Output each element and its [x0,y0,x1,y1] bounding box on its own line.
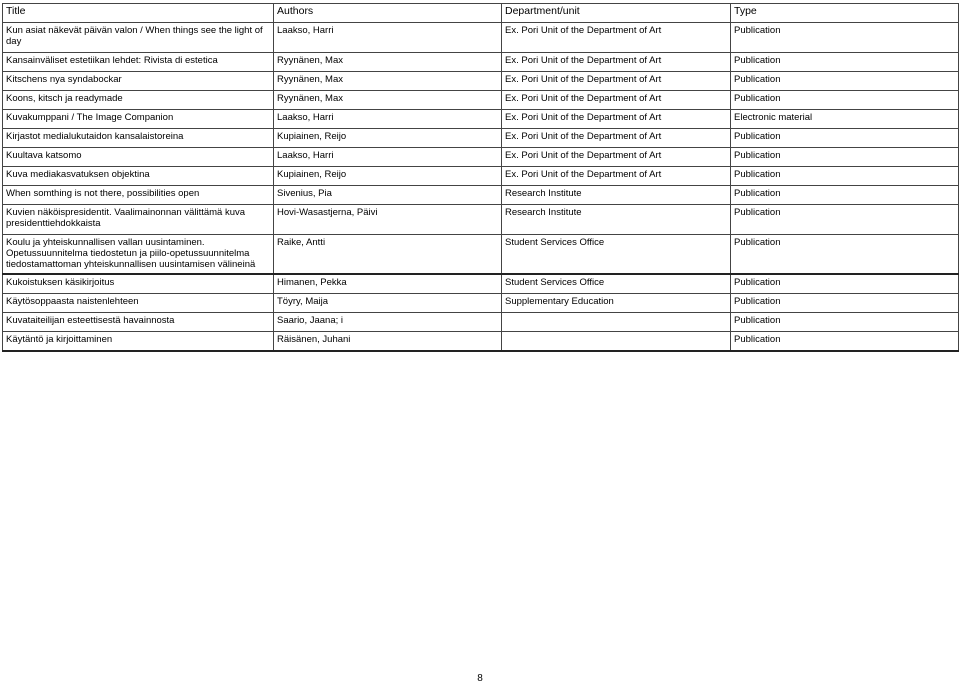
cell-department: Student Services Office [502,274,731,294]
cell-type: Publication [731,23,959,53]
cell-authors: Kupiainen, Reijo [274,129,502,148]
table-row [3,205,959,235]
cell-title: Kirjastot medialukutaidon kansalaistoreina [3,129,274,148]
table-header-row [3,4,959,23]
cell-department: Ex. Pori Unit of the Department of Art [502,91,731,110]
cell-title: Käytäntö ja kirjoittaminen [3,332,274,352]
cell-authors: Töyry, Maija [274,294,502,313]
cell-authors: Laakso, Harri [274,110,502,129]
cell-department: Research Institute [502,205,731,235]
table-row [3,186,959,205]
table-row [3,274,959,294]
cell-title: Koulu ja yhteiskunnallisen vallan uusintaminen. Opetussuunnitelma tiedostetun ja piilo-opetussuunnitelma tiedostamattoman yhteiskunnallisen uusintamisen välineinä [3,235,274,275]
cell-type: Publication [731,91,959,110]
table-row [3,129,959,148]
table-row [3,91,959,110]
cell-type: Publication [731,72,959,91]
table-row [3,53,959,72]
table-row [3,332,959,352]
cell-type: Publication [731,167,959,186]
cell-title: Kuvien näköispresidentit. Vaalimainonnan välittämä kuva presidenttiehdokkaista [3,205,274,235]
cell-title: Kukoistuksen käsikirjoitus [3,274,274,294]
cell-department [502,313,731,332]
table-row [3,313,959,332]
cell-title: When somthing is not there, possibilities open [3,186,274,205]
cell-authors: Ryynänen, Max [274,91,502,110]
cell-department: Ex. Pori Unit of the Department of Art [502,53,731,72]
cell-title: Koons, kitsch ja readymade [3,91,274,110]
cell-title: Kun asiat näkevät päivän valon / When things see the light of day [3,23,274,53]
table-row [3,23,959,53]
cell-department: Ex. Pori Unit of the Department of Art [502,129,731,148]
cell-authors: Laakso, Harri [274,23,502,53]
cell-title: Käytösoppaasta naistenlehteen [3,294,274,313]
cell-authors: Ryynänen, Max [274,53,502,72]
cell-type: Publication [731,205,959,235]
cell-title: Kuva mediakasvatuksen objektina [3,167,274,186]
cell-authors: Raike, Antti [274,235,502,275]
cell-type: Publication [731,53,959,72]
cell-title: Kitschens nya syndabockar [3,72,274,91]
page-number: 8 [477,673,483,684]
table-row [3,148,959,167]
cell-type: Publication [731,332,959,352]
cell-department: Ex. Pori Unit of the Department of Art [502,148,731,167]
column-header-type: Type [731,4,959,23]
column-header-department: Department/unit [502,4,731,23]
cell-type: Publication [731,235,959,275]
publications-table [2,3,959,352]
cell-type: Publication [731,294,959,313]
cell-authors: Saario, Jaana; i [274,313,502,332]
cell-department: Student Services Office [502,235,731,275]
cell-type: Publication [731,313,959,332]
cell-authors: Sivenius, Pia [274,186,502,205]
column-header-title: Title [3,4,274,23]
column-header-authors: Authors [274,4,502,23]
cell-authors: Kupiainen, Reijo [274,167,502,186]
cell-department: Research Institute [502,186,731,205]
cell-title: Kansainväliset estetiikan lehdet: Rivista di estetica [3,53,274,72]
cell-title: Kuvakumppani / The Image Companion [3,110,274,129]
cell-department: Ex. Pori Unit of the Department of Art [502,167,731,186]
cell-authors: Räisänen, Juhani [274,332,502,352]
cell-type: Publication [731,148,959,167]
table-row [3,235,959,275]
cell-type: Electronic material [731,110,959,129]
cell-title: Kuvataiteilijan esteettisestä havainnosta [3,313,274,332]
cell-authors: Ryynänen, Max [274,72,502,91]
cell-type: Publication [731,129,959,148]
table-row [3,110,959,129]
cell-authors: Hovi-Wasastjerna, Päivi [274,205,502,235]
table-row [3,294,959,313]
cell-department [502,332,731,352]
cell-department: Ex. Pori Unit of the Department of Art [502,110,731,129]
cell-type: Publication [731,186,959,205]
table-row [3,72,959,91]
cell-department: Supplementary Education [502,294,731,313]
cell-title: Kuultava katsomo [3,148,274,167]
cell-department: Ex. Pori Unit of the Department of Art [502,72,731,91]
cell-authors: Himanen, Pekka [274,274,502,294]
cell-authors: Laakso, Harri [274,148,502,167]
table-row [3,167,959,186]
cell-type: Publication [731,274,959,294]
cell-department: Ex. Pori Unit of the Department of Art [502,23,731,53]
table-body [3,23,959,352]
